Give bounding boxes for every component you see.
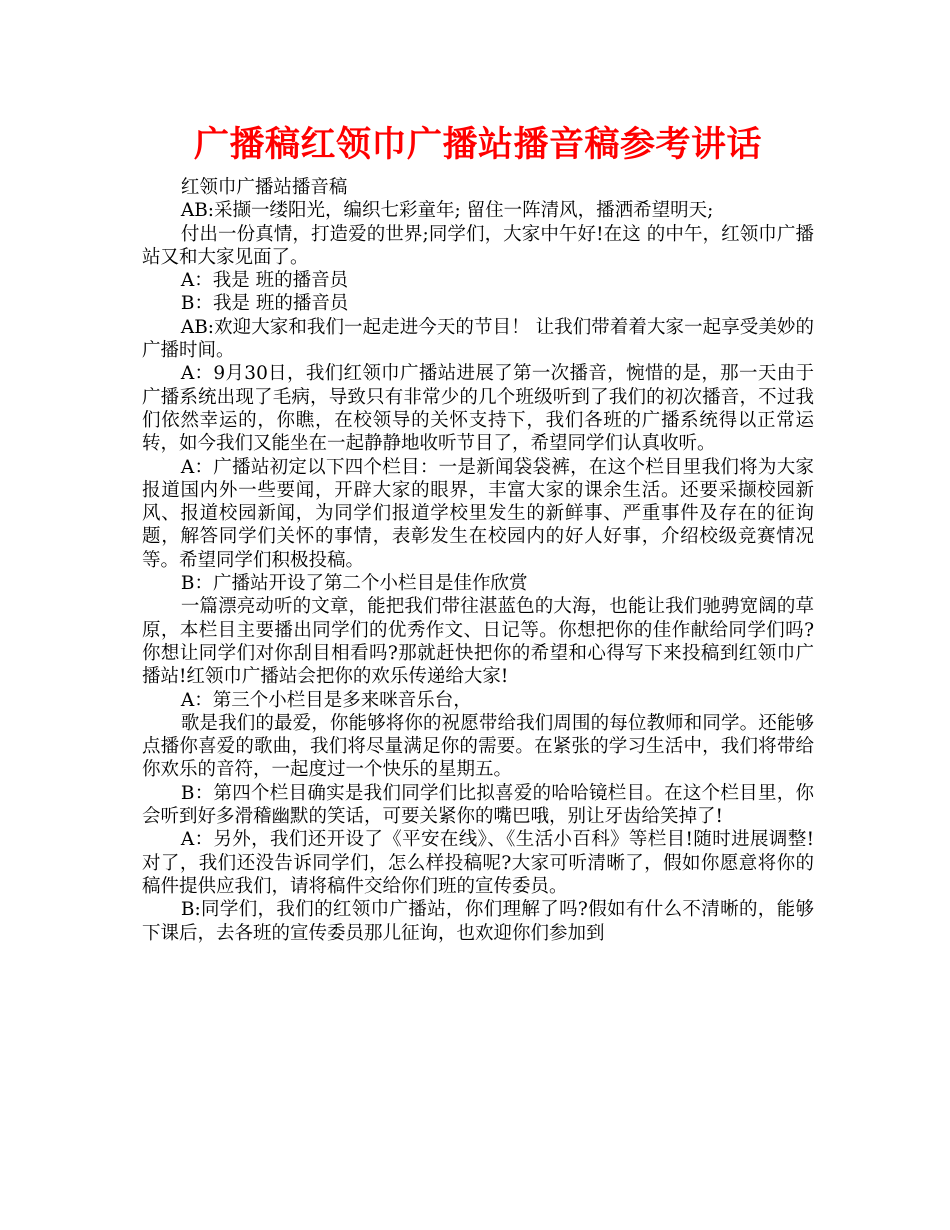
document-title: 广播稿红领巾广播站播音稿参考讲话 xyxy=(193,125,762,165)
paragraph: 红领巾广播站播音稿 xyxy=(180,177,348,198)
paragraph: B：我是 班的播音员 xyxy=(180,293,349,315)
paragraph: A：第三个小栏目是多来咪音乐台， xyxy=(180,689,472,711)
paragraph: AB:欢迎大家和我们一起走进今天的节目！ 让我们带着着大家一起享受美妙的广播时间。 xyxy=(142,316,814,362)
paragraph: 歌是我们的最爱，你能够将你的祝愿带给我们周围的每位教师和同学。还能够点播你喜爱的歌曲，我们将尽量满足你的需要。在紧张的学习生活中，我们将带给你欢乐的音符，一起度过一个快乐的星期五。 xyxy=(142,712,814,781)
paragraph: 一篇漂亮动听的文章，能把我们带往湛蓝色的大海，也能让我们驰骋宽阔的草原，本栏目主要播出同学们的优秀作文、日记等。你想把你的佳作献给同学们吗?你想让同学们对你刮目相看吗?那就赶快把你的希望和心得写下来投稿到红领巾广播站!红领巾广播站会把你的欢乐传递给大家! xyxy=(142,596,814,688)
paragraph: 付出一份真情，打造爱的世界;同学们，大家中午好!在这 的中午，红领巾广播站又和大家见面了。 xyxy=(142,223,814,268)
paragraph: A：另外，我们还开设了《平安在线》、《生活小百科》等栏目!随时进展调整! 对了，我们还没告诉同学们，怎么样投稿呢?大家可听清晰了，假如你愿意将你的稿件提供应我们，请将稿件交给你们班的宣传委员。 xyxy=(142,829,814,897)
paragraph: AB:采撷一缕阳光，编织七彩童年; 留住一阵清风，播洒希望明天; xyxy=(180,200,714,222)
paragraph: A：9月30日，我们红领巾广播站进展了第一次播音，惋惜的是，那一天由于广播系统出现了毛病，导致只有非常少的几个班级听到了我们的初次播音，不过我们依然幸运的，你瞧，在校领导的关怀支持下，我们各班的广播系统得以正常运转，如今我们又能坐在一起静静地收听节目了，希望同学们认真收听。 xyxy=(142,363,814,455)
paragraph: A：我是 班的播音员 xyxy=(180,270,349,292)
paragraph: B：第四个栏目确实是我们同学们比拟喜爱的哈哈镜栏目。在这个栏目里，你会听到好多滑稽幽默的笑话，可要关紧你的嘴巴哦，别让牙齿给笑掉了! xyxy=(142,782,814,828)
document-page xyxy=(142,122,814,945)
paragraph: B：广播站开设了第二个小栏目是佳作欣赏 xyxy=(180,573,528,595)
paragraph: A：广播站初定以下四个栏目：一是新闻袋袋裤，在这个栏目里我们将为大家报道国内外一些要闻，开辟大家的眼界，丰富大家的课余生活。还要采撷校园新风、报道校园新闻，为同学们报道学校里发生的新鲜事、严重事件及存在的征询题，解答同学们关怀的事情，表彰发生在校园内的好人好事，介绍校级竞赛情况等。希望同学们积极投稿。 xyxy=(142,456,814,571)
paragraph: B:同学们，我们的红领巾广播站，你们理解了吗?假如有什么不清晰的，能够下课后，去各班的宣传委员那儿征询，也欢迎你们参加到 xyxy=(142,899,814,944)
document-body xyxy=(142,176,814,945)
